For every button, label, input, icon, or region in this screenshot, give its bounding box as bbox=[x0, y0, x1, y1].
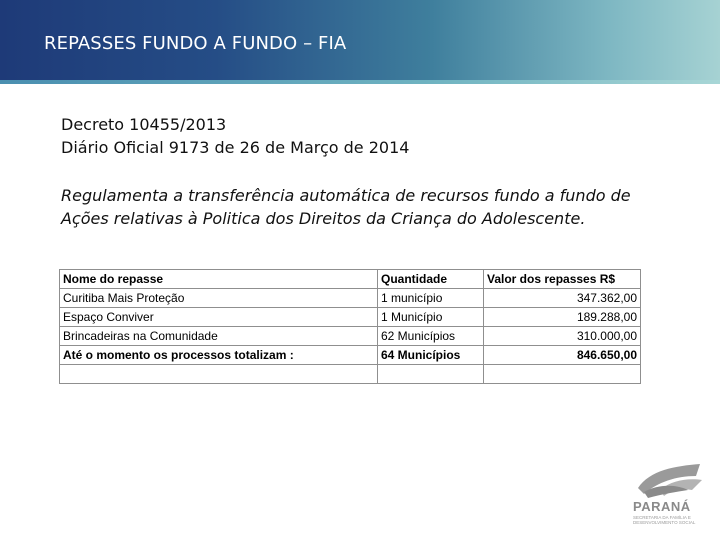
official-gazette: Diário Oficial 9173 de 26 de Março de 2014 bbox=[61, 138, 410, 157]
table-header-row bbox=[60, 270, 641, 289]
decree-info bbox=[61, 113, 409, 159]
table-row bbox=[60, 289, 641, 308]
row-value: 310.000,00 bbox=[484, 327, 641, 346]
row-name: Espaço Conviver bbox=[60, 308, 378, 327]
table-empty-row bbox=[60, 365, 641, 384]
empty-cell bbox=[484, 365, 641, 384]
logo-subtitle: SECRETARIA DA FAMÍLIA E DESENVOLVIMENTO SOCIAL bbox=[633, 515, 696, 525]
column-header-value: Valor dos repasses R$ bbox=[484, 270, 641, 289]
total-value: 846.650,00 bbox=[484, 346, 641, 365]
column-header-name: Nome do repasse bbox=[60, 270, 378, 289]
empty-cell bbox=[378, 365, 484, 384]
column-header-quantity: Quantidade bbox=[378, 270, 484, 289]
page-title: REPASSES FUNDO A FUNDO – FIA bbox=[44, 33, 347, 54]
logo-wordmark: PARANÁ bbox=[633, 499, 691, 514]
empty-cell bbox=[60, 365, 378, 384]
decree-number: Decreto 10455/2013 bbox=[61, 115, 227, 134]
row-quantity: 1 município bbox=[378, 289, 484, 308]
row-value: 347.362,00 bbox=[484, 289, 641, 308]
table-row bbox=[60, 327, 641, 346]
description-line-1: Regulamenta a transferência automática de recursos fundo a fundo de bbox=[61, 186, 631, 205]
table-total-row bbox=[60, 346, 641, 365]
row-name: Curitiba Mais Proteção bbox=[60, 289, 378, 308]
total-quantity: 64 Municípios bbox=[378, 346, 484, 365]
row-name: Brincadeiras na Comunidade bbox=[60, 327, 378, 346]
row-quantity: 1 Município bbox=[378, 308, 484, 327]
row-value: 189.288,00 bbox=[484, 308, 641, 327]
header-bar bbox=[0, 0, 720, 84]
table-row bbox=[60, 308, 641, 327]
description-line-2: Ações relativas à Politica dos Direitos da Criança do Adolescente. bbox=[61, 209, 586, 228]
repasses-table bbox=[59, 269, 641, 384]
description bbox=[61, 184, 671, 230]
total-label: Até o momento os processos totalizam : bbox=[60, 346, 378, 365]
row-quantity: 62 Municípios bbox=[378, 327, 484, 346]
